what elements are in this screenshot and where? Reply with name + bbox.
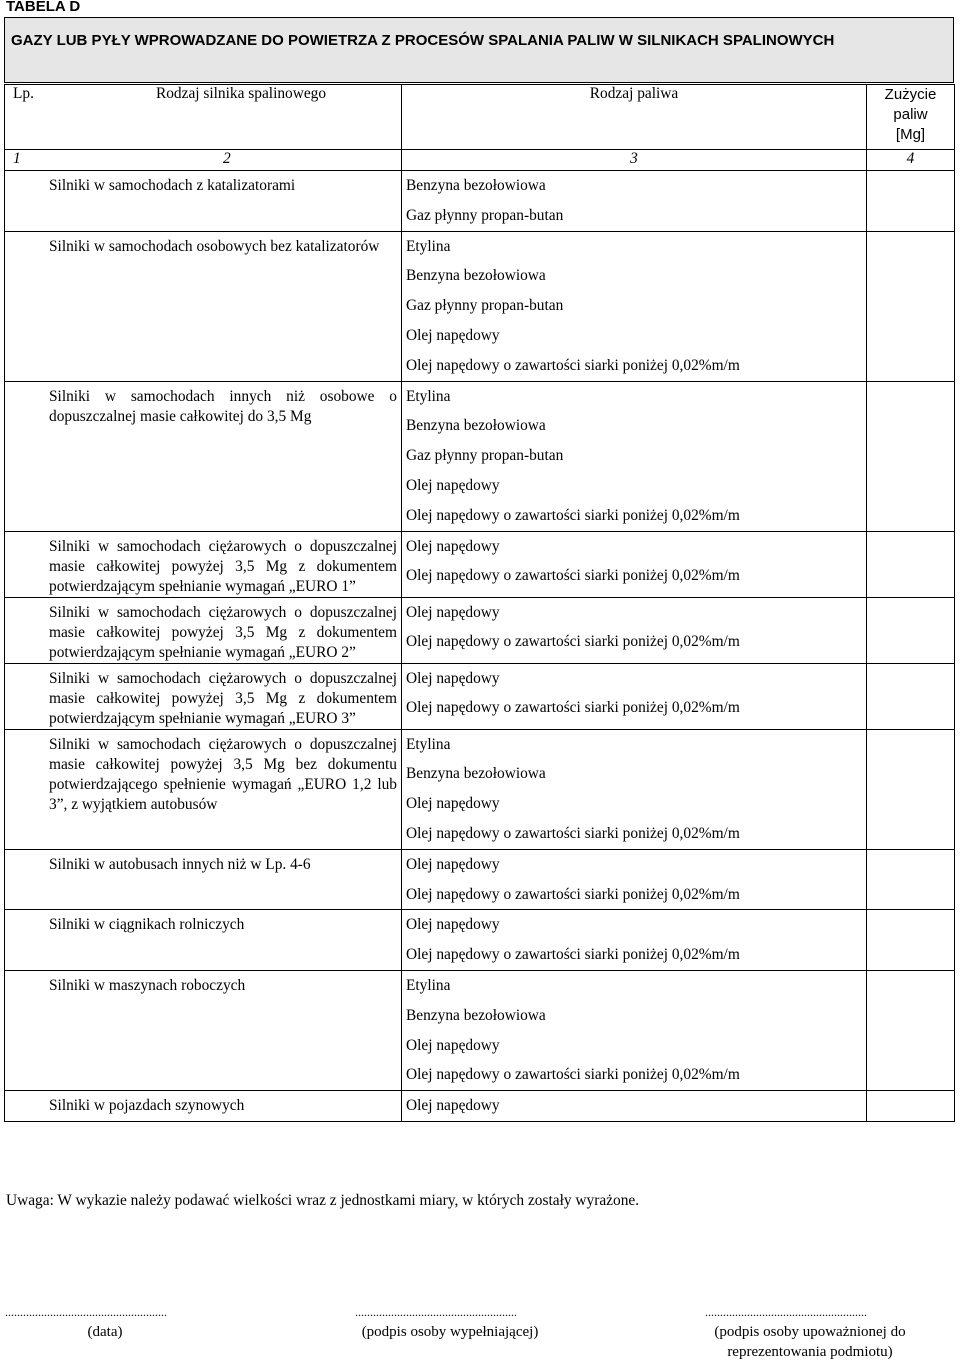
header-consumption-line-3: [Mg] <box>895 126 926 143</box>
header-consumption-line-1: Zużycie <box>884 86 937 103</box>
fuel-type-item: Benzyna bezołowiowa <box>406 1006 546 1024</box>
signature-authorized-line-2: reprezentowania podmiotu) <box>727 1344 893 1360</box>
fuel-type-cell <box>402 231 867 381</box>
table-header-title: GAZY LUB PYŁY WPROWADZANE DO POWIETRZA Z PROCESÓW SPALANIA PALIW W SILNIKACH SPALINOWYCH <box>4 17 954 83</box>
engine-type-cell <box>5 1091 402 1122</box>
column-header-row <box>5 85 955 150</box>
consumption-cell[interactable] <box>867 597 955 663</box>
consumption-cell[interactable] <box>867 231 955 381</box>
fuel-type-cell <box>402 970 867 1090</box>
consumption-cell[interactable] <box>867 171 955 232</box>
colnum-1: 1 <box>13 150 21 167</box>
table-row <box>5 381 955 531</box>
engine-type-label: Silniki w pojazdach szynowych <box>49 1097 245 1115</box>
fuel-type-item: Olej napędowy o zawartości siarki poniżej 0,02%m/m <box>406 824 740 842</box>
row-number <box>11 976 49 996</box>
row-number <box>11 1096 49 1116</box>
signature-filler-label: (podpis osoby wypełniającej) <box>361 1324 539 1340</box>
engine-type-label: Silniki w samochodach osobowych bez katalizatorów <box>49 237 380 255</box>
engine-type-text <box>11 915 397 935</box>
consumption-cell[interactable] <box>867 729 955 849</box>
table-row <box>5 171 955 232</box>
signature-authorized-label <box>680 1322 940 1362</box>
engine-type-text <box>11 387 397 427</box>
fuel-type-item: Olej napędowy <box>406 603 500 621</box>
row-number <box>11 855 49 875</box>
fuel-type-item: Olej napędowy o zawartości siarki poniżej 0,02%m/m <box>406 633 740 651</box>
engine-type-text <box>11 976 397 996</box>
engine-type-cell <box>5 910 402 971</box>
engine-type-text <box>11 1096 397 1116</box>
table-row <box>5 910 955 971</box>
fuel-type-item: Olej napędowy <box>406 476 500 494</box>
engine-type-label: Silniki w ciągnikach rolniczych <box>49 916 245 934</box>
row-number <box>11 603 49 623</box>
engine-type-label: Silniki w samochodach z katalizatorami <box>49 177 296 194</box>
table-row <box>5 849 955 910</box>
fuel-type-item: Olej napędowy <box>406 855 500 873</box>
engine-type-label: Silniki w samochodach ciężarowych o dopuszczalnej masie całkowitej powyżej 3,5 Mg z dokumentem potwierdzającym spełnianie wymagań „EURO 3” <box>49 669 397 727</box>
consumption-cell[interactable] <box>867 381 955 531</box>
engine-type-cell <box>5 231 402 381</box>
fuel-type-cell <box>402 597 867 663</box>
fuel-type-item: Olej napędowy o zawartości siarki poniżej 0,02%m/m <box>406 946 740 964</box>
fuel-type-item: Gaz płynny propan-butan <box>406 206 564 224</box>
fuel-type-item: Olej napędowy o zawartości siarki poniżej 0,02%m/m <box>406 885 740 903</box>
row-number <box>11 735 49 755</box>
colnum-3: 3 <box>402 150 867 171</box>
fuel-type-item: Benzyna bezołowiowa <box>406 765 546 783</box>
row-number <box>11 237 49 257</box>
engine-type-cell <box>5 381 402 531</box>
header-engine-type: Rodzaj silnika spalinowego <box>155 85 327 102</box>
engine-type-label: Silniki w samochodach ciężarowych o dopuszczalnej masie całkowitej powyżej 3,5 Mg z dokumentem potwierdzającym spełnianie wymagań „EURO 1” <box>49 537 397 595</box>
signature-date-label: (data) <box>87 1324 123 1340</box>
engine-type-cell <box>5 970 402 1090</box>
row-number <box>11 176 49 196</box>
engine-type-text <box>11 537 397 597</box>
engine-type-label: Silniki w samochodach ciężarowych o dopuszczalnej masie całkowitej powyżej 3,5 Mg bez dokumentu potwierdzającego spełnienie wymagań „EURO 1,2 lub 3”, z wyjątkiem autobusów <box>49 735 397 813</box>
engine-type-cell <box>5 849 402 910</box>
fuel-type-item: Benzyna bezołowiowa <box>406 267 546 285</box>
engine-type-label: Silniki w samochodach innych niż osobowe o dopuszczalnej masie całkowitej do 3,5 Mg <box>49 387 397 425</box>
fuel-type-cell <box>402 171 867 232</box>
row-number <box>11 669 49 689</box>
fuel-type-item: Olej napędowy <box>406 1036 500 1054</box>
colnum-4: 4 <box>867 150 955 171</box>
row-number <box>11 387 49 407</box>
fuel-type-item: Benzyna bezołowiowa <box>406 417 546 435</box>
engine-type-text <box>11 855 397 875</box>
table-row <box>5 597 955 663</box>
fuel-type-item: Olej napędowy o zawartości siarki poniżej 0,02%m/m <box>406 699 740 717</box>
signature-line-authorized: ...................................................... <box>705 1305 867 1319</box>
engine-type-cell <box>5 597 402 663</box>
fuel-type-cell <box>402 381 867 531</box>
consumption-cell[interactable] <box>867 1091 955 1122</box>
table-label: TABELA D <box>6 0 81 15</box>
engine-type-text <box>11 176 397 196</box>
signature-authorized-line-1: (podpis osoby upoważnionej do <box>714 1324 906 1340</box>
header-consumption-line-2: paliw <box>893 106 928 123</box>
fuel-combustion-table <box>4 84 955 1122</box>
fuel-type-item: Olej napędowy <box>406 537 500 555</box>
colnum-2: 2 <box>223 150 231 167</box>
engine-type-text <box>11 603 397 663</box>
fuel-type-item: Olej napędowy <box>406 916 500 934</box>
engine-type-label: Silniki w maszynach roboczych <box>49 976 246 994</box>
fuel-type-cell <box>402 531 867 597</box>
engine-type-text <box>11 735 397 815</box>
row-number <box>11 537 49 557</box>
table-row <box>5 1091 955 1122</box>
fuel-type-item: Olej napędowy <box>406 326 500 344</box>
table-row <box>5 231 955 381</box>
fuel-type-item: Olej napędowy <box>406 1097 500 1115</box>
fuel-type-item: Etylina <box>406 237 451 255</box>
fuel-type-cell <box>402 663 867 729</box>
consumption-cell[interactable] <box>867 970 955 1090</box>
engine-type-cell <box>5 171 402 232</box>
fuel-type-item: Olej napędowy <box>406 795 500 813</box>
engine-type-cell <box>5 531 402 597</box>
engine-type-label: Silniki w samochodach ciężarowych o dopuszczalnej masie całkowitej powyżej 3,5 Mg z dokumentem potwierdzającym spełnianie wymagań „EURO 2” <box>49 603 397 661</box>
consumption-cell[interactable] <box>867 910 955 971</box>
fuel-type-item: Olej napędowy o zawartości siarki poniżej 0,02%m/m <box>406 1066 740 1084</box>
fuel-type-item: Benzyna bezołowiowa <box>406 177 546 194</box>
row-number <box>11 915 49 935</box>
consumption-cell[interactable] <box>867 849 955 910</box>
fuel-type-item: Olej napędowy o zawartości siarki poniżej 0,02%m/m <box>406 506 740 524</box>
fuel-type-item: Etylina <box>406 735 451 753</box>
fuel-type-item: Gaz płynny propan-butan <box>406 297 564 315</box>
header-consumption <box>867 85 955 150</box>
fuel-type-cell <box>402 729 867 849</box>
header-fuel-type: Rodzaj paliwa <box>402 85 867 150</box>
signature-line-filler: ...................................................... <box>355 1305 517 1319</box>
fuel-type-item: Olej napędowy o zawartości siarki poniżej 0,02%m/m <box>406 356 740 374</box>
signature-line-date: ...................................................... <box>5 1305 167 1319</box>
fuel-type-item: Olej napędowy <box>406 669 500 687</box>
colnum-cell-1-2 <box>5 150 402 171</box>
table-row <box>5 663 955 729</box>
fuel-type-item: Etylina <box>406 976 451 994</box>
header-lp: Lp. <box>13 85 34 102</box>
fuel-type-cell <box>402 849 867 910</box>
fuel-type-item: Olej napędowy o zawartości siarki poniżej 0,02%m/m <box>406 567 740 585</box>
engine-type-text <box>11 669 397 729</box>
footer-note: Uwaga: W wykazie należy podawać wielkości wraz z jednostkami miary, w których zostały wyrażone. <box>6 1192 640 1209</box>
consumption-cell[interactable] <box>867 531 955 597</box>
fuel-type-item: Etylina <box>406 387 451 405</box>
engine-type-cell <box>5 663 402 729</box>
engine-type-label: Silniki w autobusach innych niż w Lp. 4-6 <box>49 855 311 873</box>
fuel-type-item: Gaz płynny propan-butan <box>406 447 564 465</box>
column-number-row <box>5 150 955 171</box>
table-row <box>5 729 955 849</box>
fuel-type-cell <box>402 1091 867 1122</box>
table-row <box>5 531 955 597</box>
table-row <box>5 970 955 1090</box>
engine-type-cell <box>5 729 402 849</box>
engine-type-text <box>11 237 397 257</box>
fuel-type-cell <box>402 910 867 971</box>
consumption-cell[interactable] <box>867 663 955 729</box>
header-engine-cell <box>5 85 402 150</box>
